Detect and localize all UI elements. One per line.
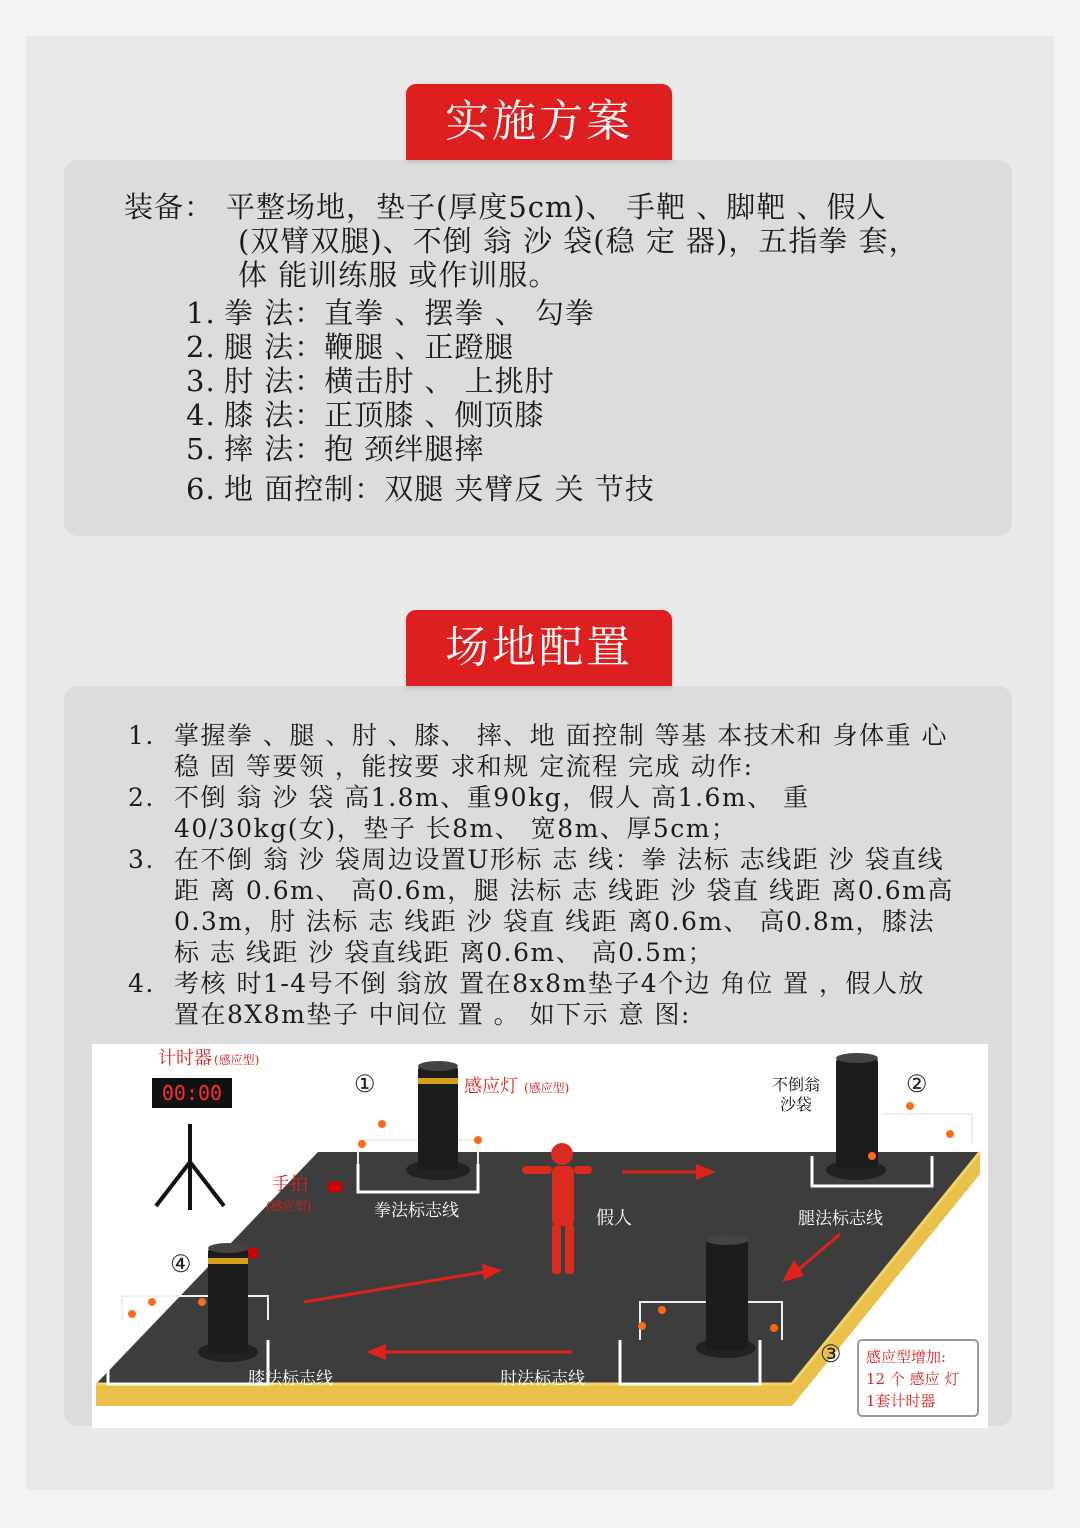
technique-item: 6. 地 面控制：双腿 夹臂反 关 节技 <box>186 472 655 506</box>
venue-diagram-svg <box>92 1044 988 1428</box>
knee-line-label: 膝法标志线 <box>248 1369 333 1389</box>
sandbag-label-2: 沙袋 <box>780 1095 813 1114</box>
hand-clap-icon <box>328 1182 342 1192</box>
sensor-light <box>198 1298 206 1306</box>
sensor-light <box>770 1324 778 1332</box>
timer-label: 计时器 <box>158 1048 212 1069</box>
timer-sub: (感应型) <box>214 1053 260 1067</box>
sensor-light <box>474 1136 482 1144</box>
sensor-light <box>128 1310 136 1318</box>
technique-item: 1. 拳 法：直拳 、摆拳 、 勾拳 <box>186 296 595 330</box>
equipment-line: 体 能训练服 或作训服。 <box>238 258 559 292</box>
technique-item: 4. 膝 法：正顶膝 、侧顶膝 <box>186 398 545 432</box>
technique-item: 5. 摔 法：抱 颈绊腿摔 <box>186 432 485 466</box>
sensor-light <box>378 1120 386 1128</box>
kick-line-label: 腿法标志线 <box>798 1209 883 1229</box>
technique-item: 2. 腿 法：鞭腿 、正蹬腿 <box>186 330 515 364</box>
sensor-light <box>658 1306 666 1314</box>
timer-display: 00:00 <box>161 1081 223 1105</box>
timer-stand <box>156 1124 224 1210</box>
technique-item: 3. 肘 法：横击肘 、 上挑肘 <box>186 364 555 398</box>
venue-item: 3. 在不倒 翁 沙 袋周边设置U形标 志 线：拳 法标 志线距 沙 袋直线距 离 0.6m、 高0.6m，腿 法标 志 线距 沙 袋直 线距 离0.6m高 0.3m，肘 法标 志 线距 沙 袋直 线距 离0.6m、 高0.8m，膝法标 志 线距 沙 袋直线距 离0.6m、 高0.5m； <box>128 845 954 967</box>
section-title-implementation: 实施方案 <box>406 84 672 160</box>
sensor-light <box>946 1130 954 1138</box>
venue-item: 4. 考核 时1-4号不倒 翁放 置在8x8m垫子4个边 角位 置 ，假人放 置在8X8m垫子 中间位 置 。 如下示 意 图: <box>128 969 925 1029</box>
sandbag-label-1: 不倒翁 <box>772 1075 821 1094</box>
equipment-block <box>124 190 984 292</box>
technique-list <box>186 296 655 506</box>
dummy-label: 假人 <box>596 1208 632 1229</box>
note-line-1: 12 个 感应 灯 <box>866 1370 960 1388</box>
section-title-venue: 场地配置 <box>406 610 672 686</box>
venue-item: 2. 不倒 翁 沙 袋 高1.8m、重90kg，假人 高1.6m、 重40/30kg(女)，垫子 长8m、 宽8m、厚5cm； <box>128 783 810 843</box>
equipment-line: 平整场地，垫子(厚度5cm)、 手靶 、脚靶 、假人 <box>226 190 887 224</box>
position-3: ③ <box>820 1340 842 1368</box>
venue-item: 1. 掌握拳 、腿 、肘 、膝、 摔、地 面控制 等基 本技术和 身体重 心稳 固 等要领 ，能按要 求和规 定流程 完成 动作: <box>128 721 949 781</box>
note-line-2: 1套计时器 <box>866 1392 936 1410</box>
position-1: ① <box>354 1070 376 1098</box>
equipment-label: 装备： <box>124 190 215 224</box>
hand-clap-sub: (感应型) <box>266 1199 312 1213</box>
elbow-line-label: 肘法标志线 <box>500 1369 585 1389</box>
sensor-light <box>906 1102 914 1110</box>
equipment-line: (双臂双腿)、不倒 翁 沙 袋(稳 定 器)，五指拳 套， <box>238 224 919 258</box>
punch-line-label: 拳法标志线 <box>374 1201 459 1221</box>
sensor-light <box>358 1140 366 1148</box>
venue-list <box>128 720 958 1030</box>
sensor-light <box>638 1322 646 1330</box>
sensor-light-sub: (感应型) <box>524 1081 570 1095</box>
position-2: ② <box>906 1070 928 1098</box>
position-4: ④ <box>170 1250 192 1278</box>
sensor-light-label: 感应灯 <box>464 1076 518 1097</box>
sensor-light <box>868 1152 876 1160</box>
venue-diagram <box>92 1044 988 1428</box>
note-title: 感应型增加: <box>866 1348 947 1366</box>
hand-clap-label: 手拍 <box>272 1174 308 1195</box>
sensor-light <box>148 1298 156 1306</box>
